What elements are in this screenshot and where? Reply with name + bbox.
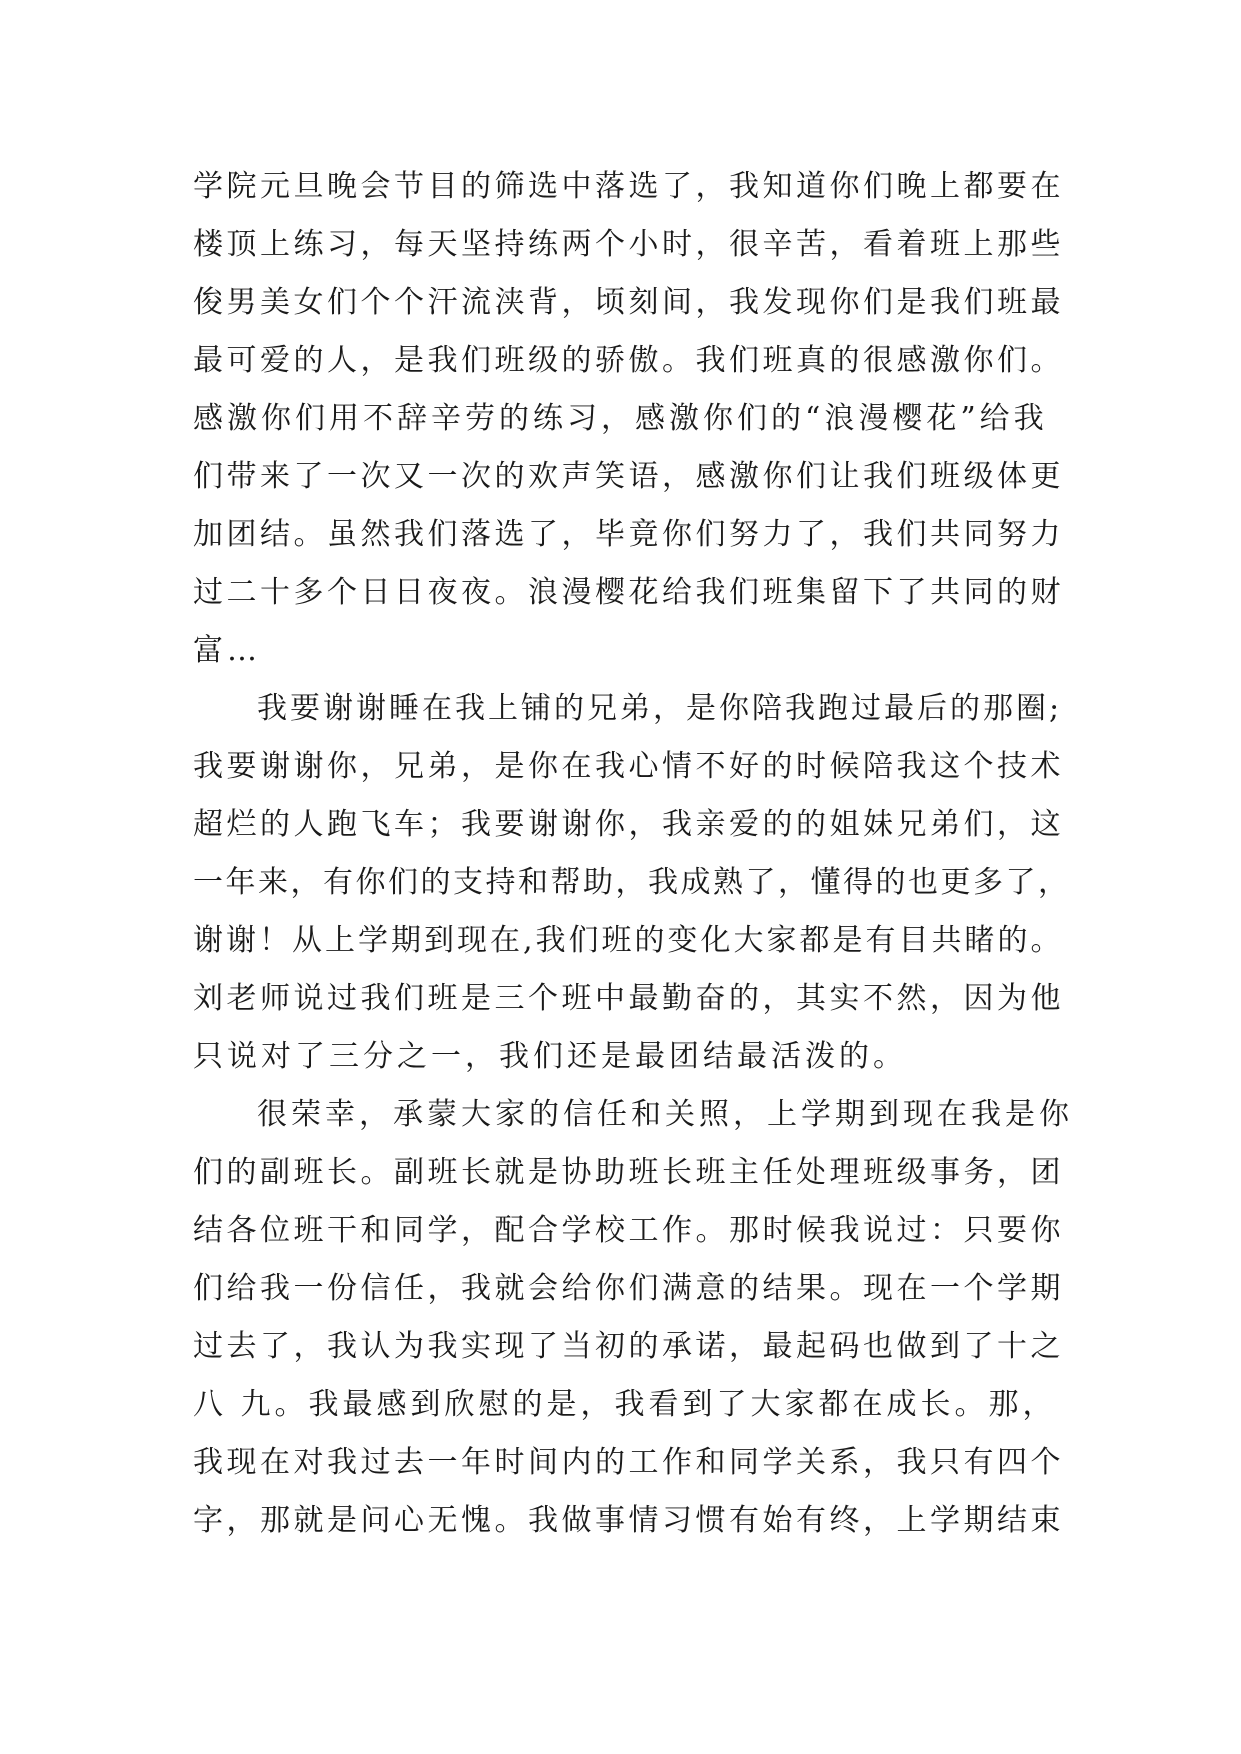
text-line: 一年来，有你们的支持和帮助，我成熟了，懂得的也更多了， — [193, 865, 1071, 900]
text-line: 结各位班干和同学，配合学校工作。那时候我说过：只要你 — [193, 1213, 1064, 1248]
text-line: 楼顶上练习，每天坚持练两个小时，很辛苦，看着班上那些 — [193, 227, 1064, 262]
text-line: 我现在对我过去一年时间内的工作和同学关系，我只有四个 — [193, 1445, 1064, 1480]
text-line: 过二十多个日日夜夜。浪漫樱花给我们班集留下了共同的财 — [193, 575, 1064, 610]
text-line: 俊男美女们个个汗流浃背，顷刻间，我发现你们是我们班最 — [193, 285, 1064, 320]
text-line: 很荣幸，承蒙大家的信任和关照，上学期到现在我是你 — [257, 1097, 1073, 1132]
text-line: 八 九。我最感到欣慰的是，我看到了大家都在成长。那， — [193, 1387, 1057, 1422]
text-line: 我要谢谢睡在我上铺的兄弟，是你陪我跑过最后的那圈; — [257, 691, 1063, 726]
text-line: 刘老师说过我们班是三个班中最勤奋的，其实不然，因为他 — [193, 981, 1064, 1016]
text-line: 们带来了一次又一次的欢声笑语，感激你们让我们班级体更 — [193, 459, 1064, 494]
text-line: 字，那就是问心无愧。我做事情习惯有始有终，上学期结束 — [193, 1503, 1064, 1538]
text-line: 谢谢！从上学期到现在,我们班的变化大家都是有目共睹的。 — [193, 923, 1064, 958]
text-line: 学院元旦晚会节目的筛选中落选了，我知道你们晚上都要在 — [193, 169, 1064, 204]
text-line: 过去了，我认为我实现了当初的承诺，最起码也做到了十之 — [193, 1329, 1064, 1364]
text-line: 只说对了三分之一，我们还是最团结最活泼的。 — [193, 1039, 907, 1074]
text-line: 超烂的人跑飞车；我要谢谢你，我亲爱的的姐妹兄弟们，这 — [193, 807, 1064, 842]
text-line: 我要谢谢你，兄弟，是你在我心情不好的时候陪我这个技术 — [193, 749, 1064, 784]
text-line: 感激你们用不辞辛劳的练习，感激你们的“浪漫樱花”给我 — [193, 401, 1048, 436]
text-line: 最可爱的人，是我们班级的骄傲。我们班真的很感激你们。 — [193, 343, 1064, 378]
body-text — [193, 158, 1073, 1550]
text-line: 们的副班长。副班长就是协助班长班主任处理班级事务，团 — [193, 1155, 1064, 1190]
text-line: 富… — [193, 633, 261, 668]
text-line: 加团结。虽然我们落选了，毕竟你们努力了，我们共同努力 — [193, 517, 1064, 552]
text-line: 们给我一份信任，我就会给你们满意的结果。现在一个学期 — [193, 1271, 1064, 1306]
